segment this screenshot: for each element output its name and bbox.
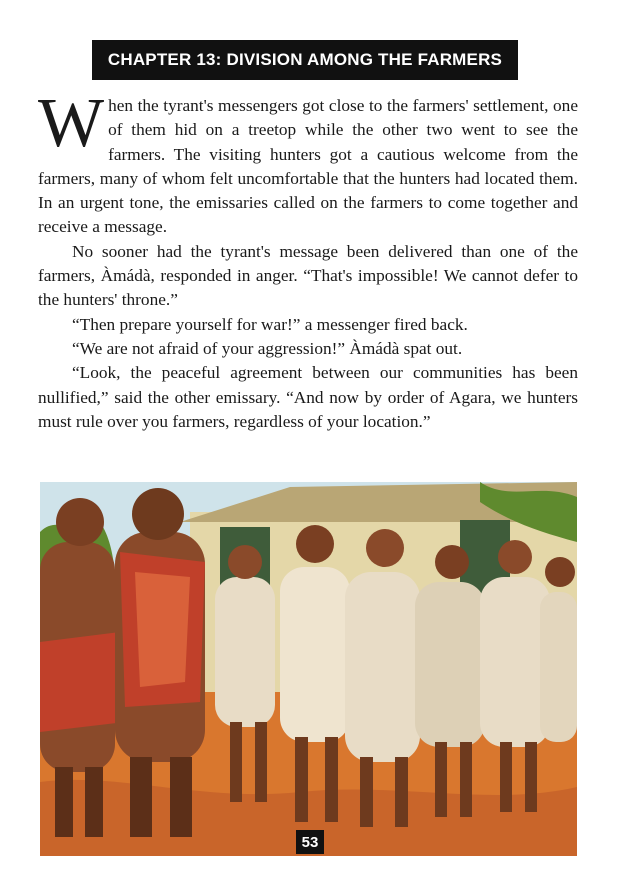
paragraph-1 <box>38 85 578 240</box>
paragraph-3: “Then prepare yourself for war!” a messenger fired back. <box>72 314 468 334</box>
paragraph-1-text: hen the tyrant's messengers got close to the farmers' settlement, one of them hid on a treetop while the other two went to see the farmers. The visiting hunters got a cautious welcome from the farmers, many of whom felt uncomfortable that the hunters had located them. In an urgent tone, the emissaries called on the farmers to come together and receive a message. <box>38 96 578 237</box>
chapter-title: CHAPTER 13: DIVISION AMONG THE FARMERS <box>92 40 518 80</box>
paragraph-2: No sooner had the tyrant's message been delivered than one of the farmers, Àmádà, responded in anger. “That's impossible! We cannot defer to the hunters' throne.” <box>38 241 578 310</box>
drop-cap: W <box>38 85 105 162</box>
story-illustration <box>40 482 577 856</box>
illustration-scene <box>40 482 577 856</box>
paragraph-4: “We are not afraid of your aggression!” Àmádà spat out. <box>72 338 463 358</box>
page-number: 53 <box>296 830 324 854</box>
paragraph-5: “Look, the peaceful agreement between our communities has been nullified,” said the other emissary. “And now by order of Agara, we hunters must rule over you farmers, regardless of your location.” <box>38 363 578 431</box>
story-text <box>38 85 578 434</box>
